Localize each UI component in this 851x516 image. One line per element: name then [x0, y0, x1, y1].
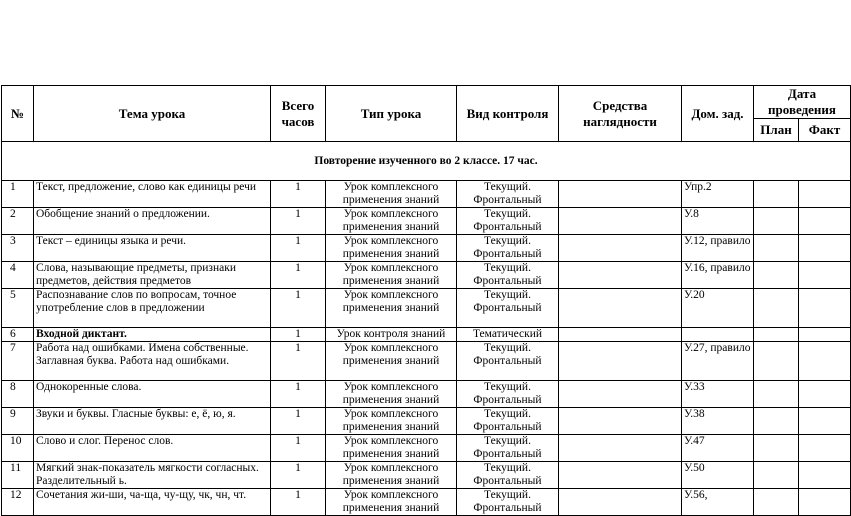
row-control: Текущий. Фронтальный [457, 235, 559, 262]
row-topic: Распознавание слов по вопросам, точное употребление слов в предложении [34, 289, 271, 328]
row-type: Урок комплексного применения знаний [326, 208, 457, 235]
row-aids [559, 181, 682, 208]
row-fact [799, 435, 851, 462]
row-num: 11 [2, 462, 34, 489]
table-row [2, 208, 851, 235]
row-topic: Входной диктант. [34, 328, 271, 342]
row-plan [754, 289, 799, 328]
row-control: Текущий. Фронтальный [457, 181, 559, 208]
row-control: Текущий. Фронтальный [457, 289, 559, 328]
row-type: Урок комплексного применения знаний [326, 262, 457, 289]
row-num: 9 [2, 408, 34, 435]
row-hours: 1 [271, 342, 326, 381]
row-hours: 1 [271, 489, 326, 516]
row-fact [799, 381, 851, 408]
row-type: Урок контроля знаний [326, 328, 457, 342]
row-type: Урок комплексного применения знаний [326, 342, 457, 381]
table-row [2, 489, 851, 516]
row-plan [754, 381, 799, 408]
row-num: 7 [2, 342, 34, 381]
row-hours: 1 [271, 289, 326, 328]
row-topic: Работа над ошибками. Имена собственные. Заглавная буква. Работа над ошибками. [34, 342, 271, 381]
row-type: Урок комплексного применения знаний [326, 235, 457, 262]
row-hours: 1 [271, 408, 326, 435]
row-homework: У.47 [682, 435, 754, 462]
row-type: Урок комплексного применения знаний [326, 462, 457, 489]
row-homework: У.56, [682, 489, 754, 516]
row-aids [559, 342, 682, 381]
row-aids [559, 328, 682, 342]
header-type: Тип урока [326, 86, 457, 142]
row-control: Текущий. Фронтальный [457, 208, 559, 235]
header-aids: Средства наглядности [559, 86, 682, 142]
row-plan [754, 342, 799, 381]
row-hours: 1 [271, 181, 326, 208]
row-hours: 1 [271, 381, 326, 408]
table-row [2, 181, 851, 208]
row-control: Текущий. Фронтальный [457, 342, 559, 381]
row-num: 3 [2, 235, 34, 262]
row-aids [559, 381, 682, 408]
row-type: Урок комплексного применения знаний [326, 381, 457, 408]
row-type: Урок комплексного применения знаний [326, 289, 457, 328]
row-num: 1 [2, 181, 34, 208]
row-aids [559, 208, 682, 235]
row-topic: Текст, предложение, слово как единицы речи [34, 181, 271, 208]
row-fact [799, 181, 851, 208]
row-topic: Текст – единицы языка и речи. [34, 235, 271, 262]
row-num: 12 [2, 489, 34, 516]
row-type: Урок комплексного применения знаний [326, 489, 457, 516]
header-homework: Дом. зад. [682, 86, 754, 142]
row-fact [799, 489, 851, 516]
row-control: Текущий. Фронтальный [457, 435, 559, 462]
table-row [2, 235, 851, 262]
header-topic: Тема урока [34, 86, 271, 142]
row-topic: Звуки и буквы. Гласные буквы: е, ё, ю, я. [34, 408, 271, 435]
row-plan [754, 435, 799, 462]
row-control: Текущий. Фронтальный [457, 408, 559, 435]
header-fact: Факт [799, 119, 851, 142]
row-homework: У.33 [682, 381, 754, 408]
row-homework: У.20 [682, 289, 754, 328]
row-homework: У.50 [682, 462, 754, 489]
row-homework: У.27, правило [682, 342, 754, 381]
row-num: 5 [2, 289, 34, 328]
row-control: Текущий. Фронтальный [457, 462, 559, 489]
row-homework: У.38 [682, 408, 754, 435]
row-fact [799, 342, 851, 381]
row-control: Текущий. Фронтальный [457, 381, 559, 408]
table-row [2, 328, 851, 342]
table-row [2, 262, 851, 289]
row-topic: Слово и слог. Перенос слов. [34, 435, 271, 462]
row-aids [559, 235, 682, 262]
row-hours: 1 [271, 328, 326, 342]
row-control: Тематический [457, 328, 559, 342]
row-homework: У.12, правило [682, 235, 754, 262]
row-hours: 1 [271, 235, 326, 262]
table-row [2, 381, 851, 408]
row-fact [799, 408, 851, 435]
row-topic: Однокоренные слова. [34, 381, 271, 408]
row-num: 6 [2, 328, 34, 342]
row-topic: Мягкий знак-показатель мягкости согласных. Разделительный ь. [34, 462, 271, 489]
row-plan [754, 235, 799, 262]
section-title: Повторение изученного во 2 классе. 17 час. [2, 142, 851, 181]
row-plan [754, 408, 799, 435]
row-fact [799, 235, 851, 262]
row-homework: У.16, правило [682, 262, 754, 289]
table-row [2, 462, 851, 489]
lesson-plan-table [1, 85, 851, 516]
row-hours: 1 [271, 462, 326, 489]
row-fact [799, 208, 851, 235]
row-plan [754, 208, 799, 235]
row-type: Урок комплексного применения знаний [326, 435, 457, 462]
row-plan [754, 462, 799, 489]
row-aids [559, 289, 682, 328]
row-topic: Слова, называющие предметы, признаки предметов, действия предметов [34, 262, 271, 289]
header-plan: План [754, 119, 799, 142]
row-plan [754, 489, 799, 516]
row-aids [559, 462, 682, 489]
row-homework: У.8 [682, 208, 754, 235]
row-aids [559, 435, 682, 462]
row-num: 10 [2, 435, 34, 462]
header-date: Дата проведения [754, 86, 851, 119]
row-hours: 1 [271, 435, 326, 462]
row-topic: Обобщение знаний о предложении. [34, 208, 271, 235]
table-row [2, 435, 851, 462]
row-topic: Сочетания жи-ши, ча-ща, чу-щу, чк, чн, чт. [34, 489, 271, 516]
row-plan [754, 262, 799, 289]
header-control: Вид контроля [457, 86, 559, 142]
header-num: № [2, 86, 34, 142]
row-plan [754, 328, 799, 342]
row-control: Текущий. Фронтальный [457, 489, 559, 516]
row-fact [799, 262, 851, 289]
row-fact [799, 328, 851, 342]
row-homework: Упр.2 [682, 181, 754, 208]
row-hours: 1 [271, 208, 326, 235]
row-hours: 1 [271, 262, 326, 289]
row-control: Текущий. Фронтальный [457, 262, 559, 289]
row-num: 8 [2, 381, 34, 408]
row-fact [799, 462, 851, 489]
row-num: 2 [2, 208, 34, 235]
table-row [2, 408, 851, 435]
row-aids [559, 489, 682, 516]
row-plan [754, 181, 799, 208]
table-row [2, 342, 851, 381]
row-fact [799, 289, 851, 328]
row-type: Урок комплексного применения знаний [326, 408, 457, 435]
row-aids [559, 262, 682, 289]
header-hours: Всего часов [271, 86, 326, 142]
row-aids [559, 408, 682, 435]
row-homework [682, 328, 754, 342]
row-type: Урок комплексного применения знаний [326, 181, 457, 208]
table-row [2, 289, 851, 328]
row-num: 4 [2, 262, 34, 289]
